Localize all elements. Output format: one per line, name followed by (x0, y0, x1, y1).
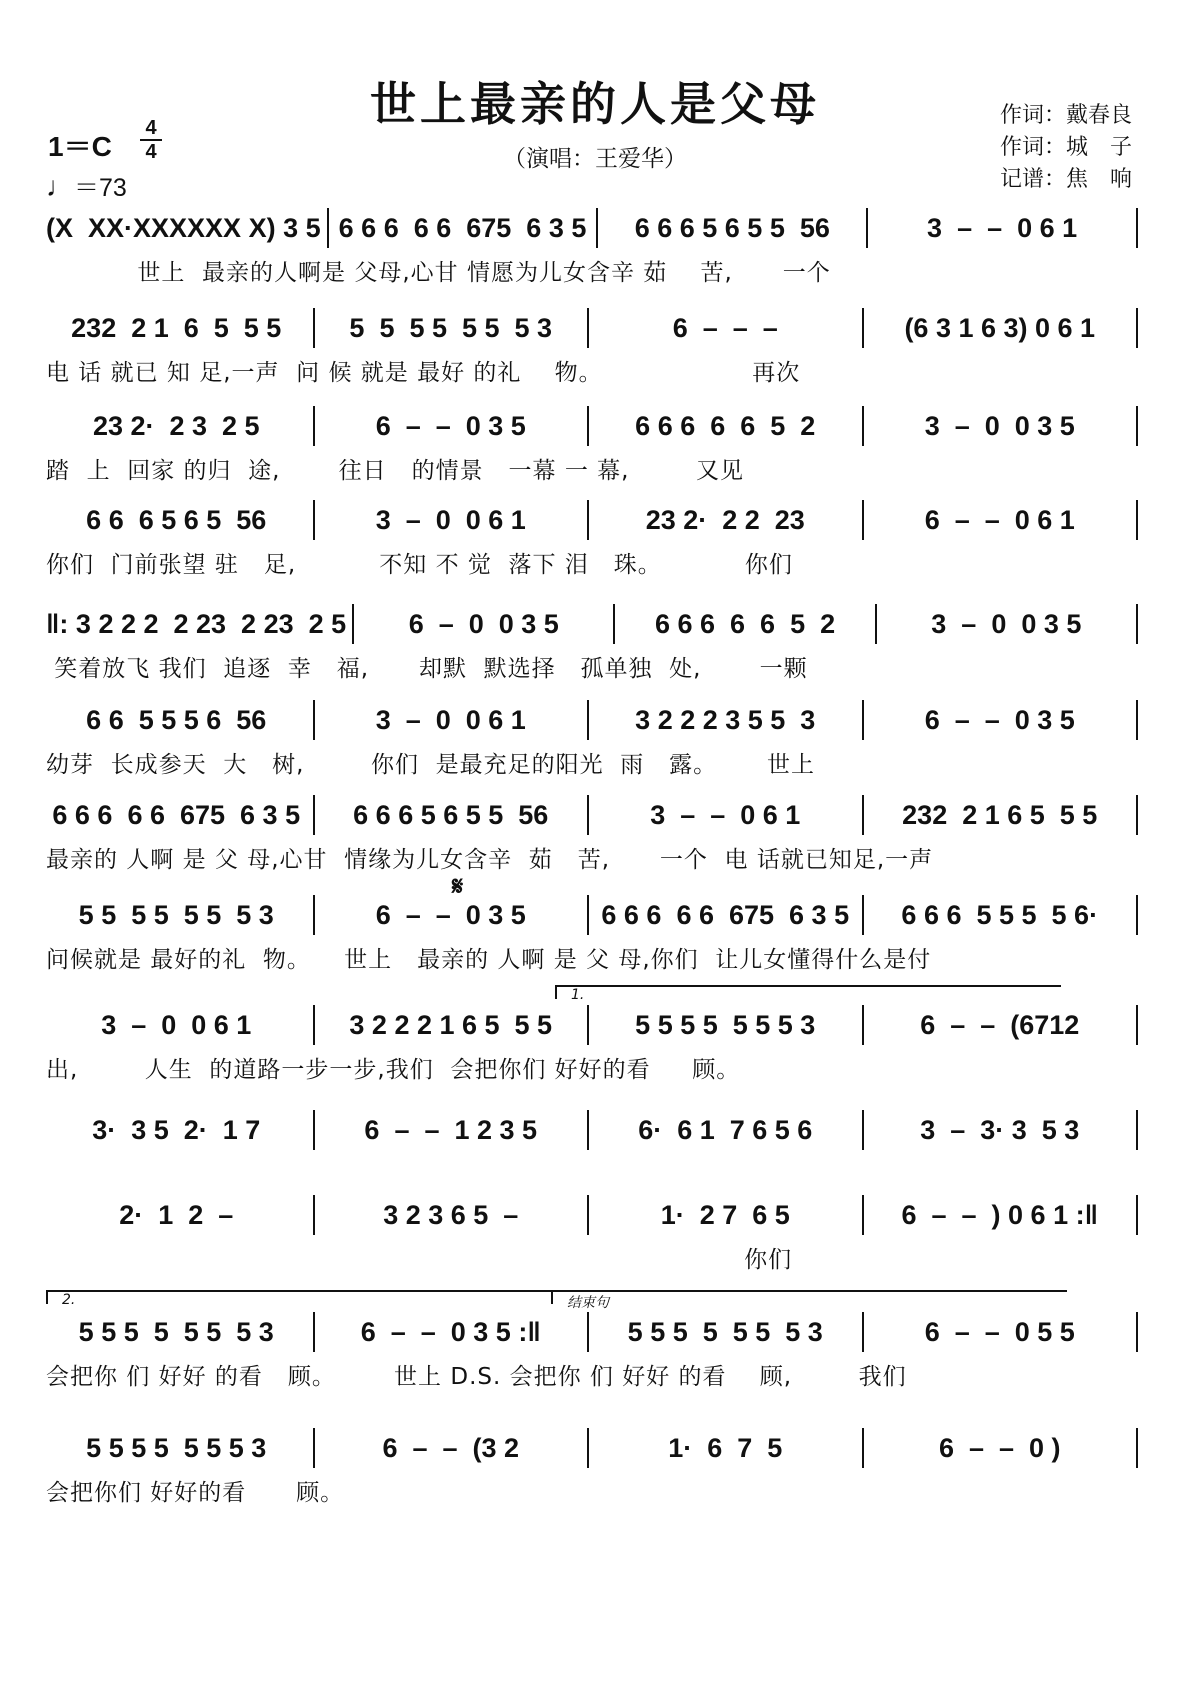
lyric-line: 你们 (46, 1247, 793, 1273)
measure: 3· 3 5 2· 1 7 (92, 1114, 261, 1145)
bar-line (862, 1428, 864, 1468)
bar-line (587, 500, 589, 540)
note-line (46, 1110, 1144, 1150)
credit-line: 作词：城 子 (999, 135, 1132, 160)
measure: 6 – – 0 ) (938, 1432, 1061, 1463)
measure: 5 5 5 5 5 5 5 3 (627, 1316, 823, 1347)
note-line (46, 208, 1144, 248)
note-line (46, 604, 1144, 644)
key-signature: 1＝C (48, 131, 112, 162)
bar-line (596, 208, 598, 248)
bar-line (862, 500, 864, 540)
measure: 232 2 1 6 5 5 5 (902, 799, 1098, 830)
measure: 6 – – 0 6 1 (924, 504, 1075, 535)
bar-line (875, 604, 877, 644)
credit-line: 记谱：焦 响 (999, 167, 1132, 192)
time-signature (140, 118, 162, 162)
bar-line (313, 500, 315, 540)
measure: 6 6 6 6 6 675 6 3 5 (601, 899, 850, 930)
measure: 23 2· 2 3 2 5 (92, 410, 260, 441)
note-line (46, 308, 1144, 348)
lyric-line: 出, 人生 的道路一步一步,我们 会把你们 好好的看 顾。 (46, 1057, 741, 1083)
measure: 2· 1 2 – (119, 1199, 234, 1230)
volta-bracket: 2. (46, 1290, 562, 1304)
bar-line (1136, 1110, 1138, 1150)
bar-line (587, 795, 589, 835)
bar-line (587, 1005, 589, 1045)
lyric-line: 笑着放飞 我们 追逐 幸 福, 却默 默选择 孤单独 处, 一颗 (46, 656, 808, 682)
measure: 6 6 6 6 6 675 6 3 5 (338, 212, 587, 243)
measure: 6 – – (6712 (920, 1009, 1080, 1040)
bar-line (313, 795, 315, 835)
measure: (X XX·XXXXXX X) 3 5 (46, 212, 321, 243)
measure: 6 – – 0 5 5 (924, 1316, 1075, 1347)
measure: 6 – – 1 2 3 5 (364, 1114, 538, 1145)
note-line (46, 1312, 1144, 1352)
note-line (46, 1428, 1144, 1468)
lyric-line: 幼芽 长成参天 大 树, 你们 是最充足的阳光 雨 露。 世上 (46, 752, 816, 778)
measure: 5 5 5 5 5 5 5 3 (78, 899, 274, 930)
measure: 1· 2 7 6 5 (660, 1199, 790, 1230)
measure: 6 – – ) 0 6 1 :‖ (901, 1199, 1099, 1230)
bar-line (862, 1110, 864, 1150)
bar-line (1136, 1428, 1138, 1468)
measure: (6 3 1 6 3) 0 6 1 (904, 312, 1096, 343)
volta-bracket: 结束句 (551, 1290, 1067, 1304)
bar-line (327, 208, 329, 248)
measure: 1· 6 7 5 (668, 1432, 783, 1463)
segno-icon: 𝄋 (452, 872, 464, 902)
measure: 6 – – (3 2 (382, 1432, 520, 1463)
measure: 5 5 5 5 5 5 5 3 (635, 1009, 816, 1040)
measure: 6 6 5 5 5 6 56 (86, 704, 267, 735)
lyric-line: 踏 上 回家 的归 途, 往日 的情景 一幕 一 幕, 又见 (46, 458, 744, 484)
measure: 3 – 0 0 3 5 (924, 410, 1075, 441)
bar-line (1136, 406, 1138, 446)
volta-bracket: 1. (555, 985, 1061, 999)
bar-line (313, 308, 315, 348)
note-line (46, 795, 1144, 835)
bar-line (1136, 604, 1138, 644)
bar-line (862, 1005, 864, 1045)
bar-line (866, 208, 868, 248)
bar-line (1136, 1195, 1138, 1235)
bar-line (587, 1110, 589, 1150)
measure: ‖: 3 2 2 2 2 23 2 23 2 5 (46, 608, 347, 639)
measure: 6 – – 0 3 5 (375, 899, 526, 930)
bar-line (862, 795, 864, 835)
bar-line (587, 1428, 589, 1468)
bar-line (313, 1110, 315, 1150)
note-line (46, 895, 1144, 935)
measure: 5 5 5 5 5 5 5 3 (78, 1316, 274, 1347)
measure: 6 – – 0 3 5 (924, 704, 1075, 735)
measure: 6· 6 1 7 6 5 6 (638, 1114, 813, 1145)
measure: 6 – – 0 3 5 (375, 410, 526, 441)
measure: 3 2 2 2 3 5 5 3 (635, 704, 816, 735)
measure: 3 – – 0 6 1 (927, 212, 1078, 243)
quarter-note-icon: ♩ (46, 171, 74, 202)
measure: 3 2 2 2 1 6 5 5 5 (349, 1009, 553, 1040)
measure: 5 5 5 5 5 5 5 3 (349, 312, 553, 343)
bar-line (313, 700, 315, 740)
lyric-line: 问候就是 最好的礼 物。 世上 最亲的 人啊 是 父 母,你们 让儿女懂得什么是付 (46, 947, 932, 973)
bar-line (1136, 795, 1138, 835)
measure: 3 – 0 0 6 1 (375, 504, 526, 535)
credit-line: 作词：戴春良 (999, 103, 1132, 128)
time-sig-top: 4 (145, 117, 157, 139)
bar-line (1136, 1005, 1138, 1045)
song-title: 世上最亲的人是父母 (370, 77, 820, 131)
measure: 232 2 1 6 5 5 5 (71, 312, 282, 343)
bar-line (313, 1195, 315, 1235)
bar-line (862, 308, 864, 348)
lyric-line: 会把你们 好好的看 顾。 (46, 1480, 345, 1506)
bar-line (587, 406, 589, 446)
tempo-marking (46, 168, 127, 204)
bar-line (587, 1312, 589, 1352)
note-line (46, 500, 1144, 540)
measure: 3 – 0 0 6 1 (101, 1009, 252, 1040)
bar-line (1136, 308, 1138, 348)
bar-line (587, 700, 589, 740)
bar-line (313, 895, 315, 935)
bar-line (862, 700, 864, 740)
note-line (46, 1195, 1144, 1235)
lyric-line: 世上 最亲的人啊是 父母,心甘 情愿为儿女含辛 茹 苦, 一个 (46, 260, 831, 286)
bar-line (613, 604, 615, 644)
note-line (46, 700, 1144, 740)
measure: 3 – 0 0 6 1 (375, 704, 526, 735)
singer-credit: （演唱：王爱华） (503, 146, 687, 172)
bar-line (1136, 500, 1138, 540)
measure: 3 – 0 0 3 5 (931, 608, 1082, 639)
bar-line (1136, 1312, 1138, 1352)
measure: 6 6 6 6 6 675 6 3 5 (52, 799, 301, 830)
measure: 6 – 0 0 3 5 (408, 608, 559, 639)
measure: 5 5 5 5 5 5 5 3 (86, 1432, 267, 1463)
measure: 6 6 6 6 6 5 2 (654, 608, 836, 639)
bar-line (587, 1195, 589, 1235)
measure: 6 6 6 5 6 5 56 (86, 504, 267, 535)
bar-line (313, 406, 315, 446)
bar-line (313, 1428, 315, 1468)
measure: 6 6 6 6 6 5 2 (635, 410, 816, 441)
measure: 6 6 6 5 6 5 5 56 (353, 799, 549, 830)
bar-line (862, 895, 864, 935)
bar-line (352, 604, 354, 644)
measure: 3 – 3· 3 5 3 (920, 1114, 1080, 1145)
bar-line (1136, 700, 1138, 740)
credits (1000, 100, 1132, 196)
bar-line (313, 1312, 315, 1352)
bar-line (587, 308, 589, 348)
bar-line (313, 1005, 315, 1045)
note-line (46, 1005, 1144, 1045)
lyric-line: 你们 门前张望 驻 足, 不知 不 觉 落下 泪 珠。 你们 (46, 552, 793, 578)
measure: 6 6 6 5 5 5 5 6· (901, 899, 1099, 930)
lyric-line: 会把你 们 好好 的看 顾。 世上 D.S. 会把你 们 好好 的看 顾, 我们 (46, 1364, 907, 1390)
bar-line (1136, 895, 1138, 935)
lyric-line: 电 话 就已 知 足,一声 问 候 就是 最好 的礼 物。 再次 (46, 360, 801, 386)
bar-line (862, 1195, 864, 1235)
measure: 6 – – – (672, 312, 778, 343)
measure: 3 – – 0 6 1 (650, 799, 801, 830)
bar-line (862, 1312, 864, 1352)
bar-line (862, 406, 864, 446)
measure: 6 – – 0 3 5 :‖ (360, 1316, 541, 1347)
tempo-value: ＝73 (74, 174, 127, 202)
measure: 23 2· 2 2 23 (645, 504, 805, 535)
measure: 6 6 6 5 6 5 5 56 (634, 212, 830, 243)
time-sig-bottom: 4 (145, 141, 157, 163)
bar-line (587, 895, 589, 935)
measure: 3 2 3 6 5 – (383, 1199, 519, 1230)
note-line (46, 406, 1144, 446)
lyric-line: 最亲的 人啊 是 父 母,心甘 情缘为儿女含辛 茹 苦, 一个 电 话就已知足,一声 (46, 847, 934, 873)
bar-line (1136, 208, 1138, 248)
